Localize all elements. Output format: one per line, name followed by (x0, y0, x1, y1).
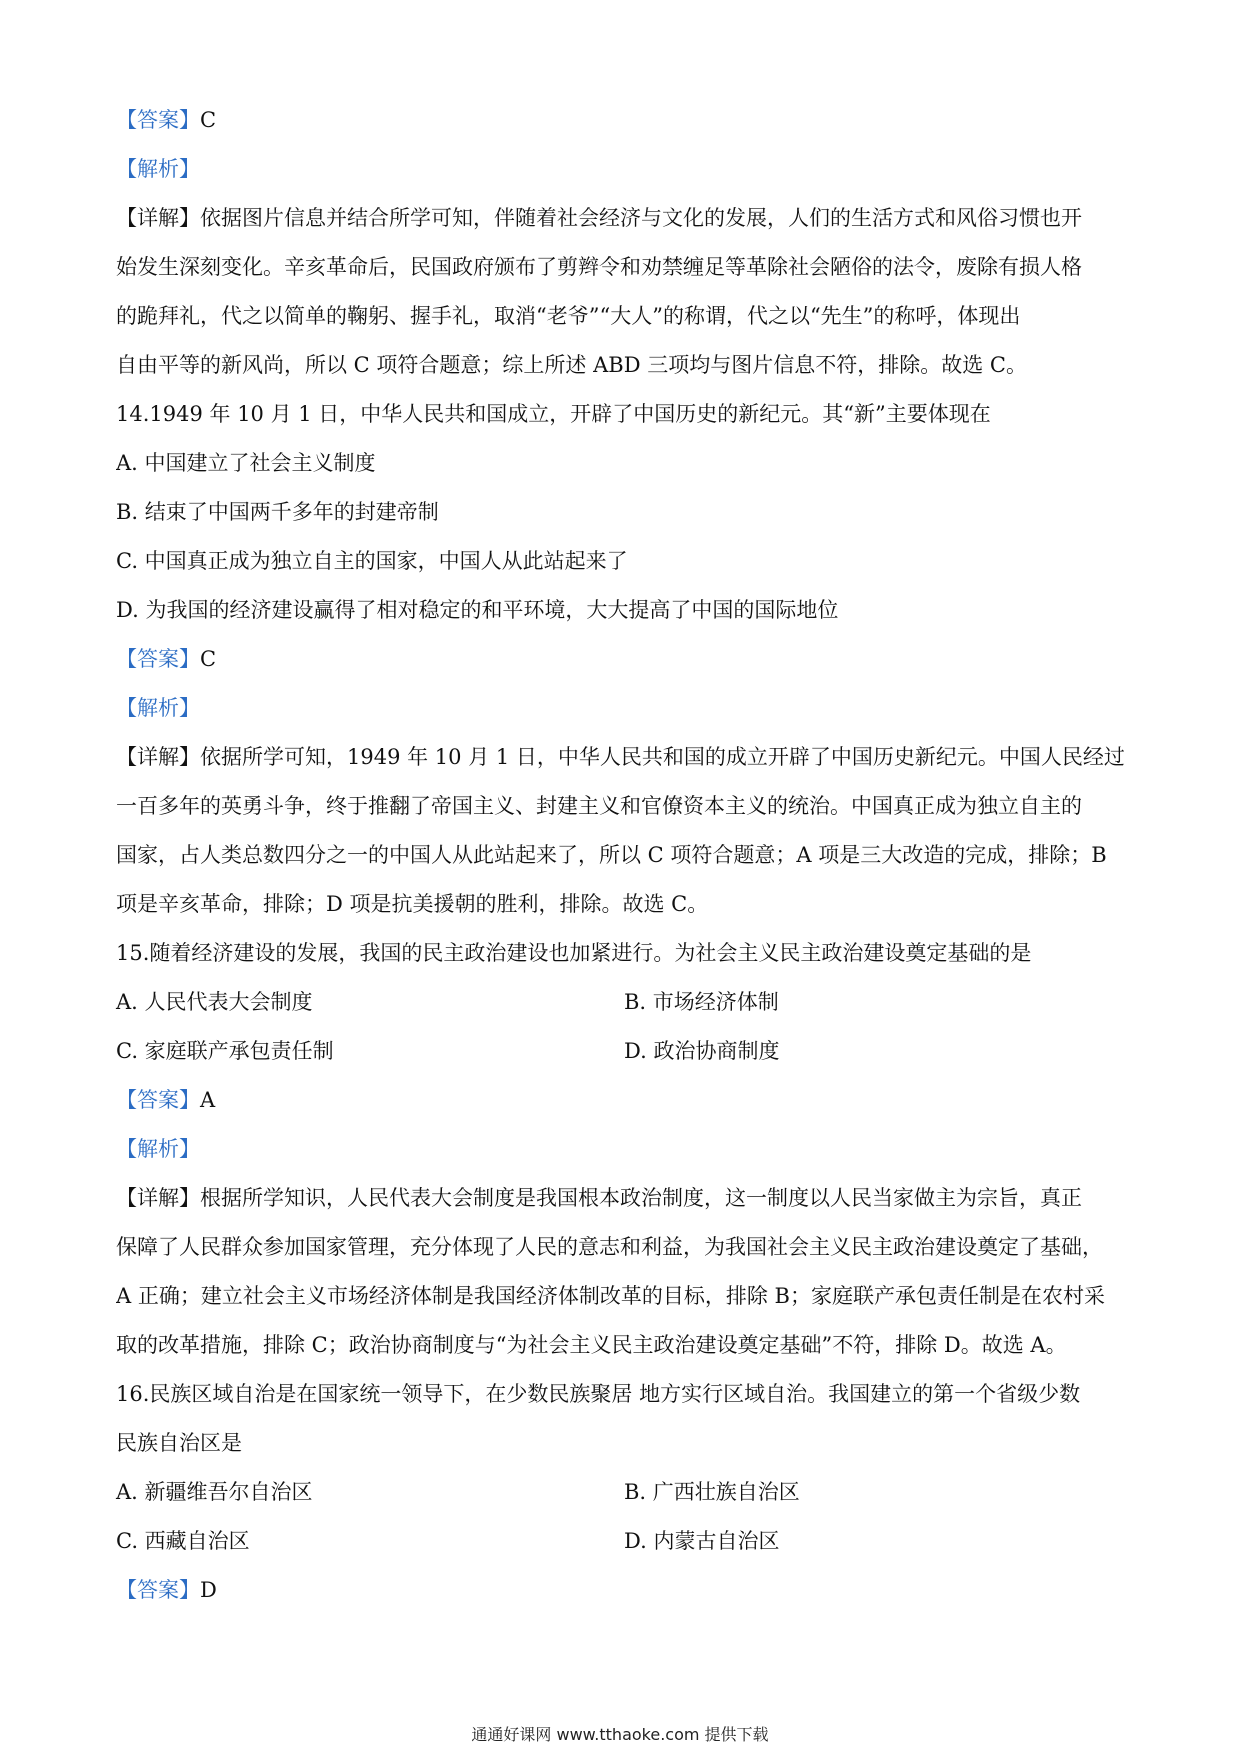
analysis-tag: 【解析】 (116, 696, 200, 720)
option-b: B. 市场经济体制 (624, 990, 779, 1014)
option-c: C. 家庭联产承包责任制 (116, 1039, 334, 1063)
detail-tag: 【详解】 (116, 206, 200, 230)
answer-value: A (200, 1088, 216, 1112)
option-a: A. 新疆维吾尔自治区 (116, 1480, 313, 1504)
detail-tag: 【详解】 (116, 745, 200, 769)
answer-tag: 【答案】 (116, 647, 200, 671)
options-row (116, 1468, 1132, 1517)
analysis-line (116, 145, 1132, 194)
detail-line: 国家，占人类总数四分之一的中国人从此站起来了，所以 C 项符合题意；A 项是三大改造的完成，排除；B (116, 843, 1107, 867)
page-footer: 通通好课网 www.tthaoke.com 提供下载 (471, 1725, 769, 1744)
analysis-tag: 【解析】 (116, 1137, 200, 1161)
option-b: B. 结束了中国两千多年的封建帝制 (116, 500, 439, 524)
option-a: A. 中国建立了社会主义制度 (116, 451, 376, 475)
detail-line (116, 1174, 1132, 1223)
analysis-tag: 【解析】 (116, 157, 200, 181)
options-row (116, 978, 1132, 1027)
detail-line: 自由平等的新风尚，所以 C 项符合题意；综上所述 ABD 三项均与图片信息不符，排除。故选 C。 (116, 353, 1027, 377)
detail-text: 依据图片信息并结合所学可知，伴随着社会经济与文化的发展，人们的生活方式和风俗习惯也开 (200, 206, 1082, 230)
option-d: D. 政治协商制度 (624, 1039, 780, 1063)
detail-text: 根据所学知识，人民代表大会制度是我国根本政治制度，这一制度以人民当家做主为宗旨，真正 (200, 1186, 1082, 1210)
answer-line (116, 96, 1132, 145)
answer-value: D (200, 1578, 217, 1602)
detail-text: 依据所学可知，1949 年 10 月 1 日，中华人民共和国的成立开辟了中国历史新纪元。中国人民经过 (200, 745, 1125, 769)
answer-line (116, 1076, 1132, 1125)
option-c: C. 中国真正成为独立自主的国家，中国人从此站起来了 (116, 549, 628, 573)
detail-line: 一百多年的英勇斗争，终于推翻了帝国主义、封建主义和官僚资本主义的统治。中国真正成为独立自主的 (116, 794, 1082, 818)
analysis-line (116, 684, 1132, 733)
question-16: 16.民族区域自治是在国家统一领导下，在少数民族聚居 地方实行区域自治。我国建立的第一个省级少数 (116, 1382, 1081, 1406)
detail-line: A 正确；建立社会主义市场经济体制是我国经济体制改革的目标，排除 B；家庭联产承包责任制是在农村采 (116, 1284, 1105, 1308)
answer-tag: 【答案】 (116, 1088, 200, 1112)
document-page (116, 96, 1132, 1615)
question-14: 14.1949 年 10 月 1 日，中华人民共和国成立，开辟了中国历史的新纪元。其“新”主要体现在 (116, 402, 991, 426)
detail-line (116, 733, 1132, 782)
options-row (116, 1517, 1132, 1566)
question-15: 15.随着经济建设的发展，我国的民主政治建设也加紧进行。为社会主义民主政治建设奠定基础的是 (116, 941, 1032, 965)
answer-tag: 【答案】 (116, 1578, 200, 1602)
analysis-line (116, 1125, 1132, 1174)
detail-tag: 【详解】 (116, 1186, 200, 1210)
option-d: D. 内蒙古自治区 (624, 1529, 780, 1553)
detail-line: 项是辛亥革命，排除；D 项是抗美援朝的胜利，排除。故选 C。 (116, 892, 709, 916)
answer-value: C (200, 647, 217, 671)
detail-line (116, 194, 1132, 243)
options-row (116, 1027, 1132, 1076)
option-c: C. 西藏自治区 (116, 1529, 250, 1553)
answer-line (116, 635, 1132, 684)
detail-line: 取的改革措施，排除 C；政治协商制度与“为社会主义民主政治建设奠定基础”不符，排除 D。故选 A。 (116, 1333, 1067, 1357)
detail-line: 保障了人民群众参加国家管理，充分体现了人民的意志和利益，为我国社会主义民主政治建设奠定了基础， (116, 1235, 1103, 1259)
answer-value: C (200, 108, 217, 132)
option-d: D. 为我国的经济建设赢得了相对稳定的和平环境，大大提高了中国的国际地位 (116, 598, 839, 622)
detail-line: 始发生深刻变化。辛亥革命后，民国政府颁布了剪辫令和劝禁缠足等革除社会陋俗的法令，废除有损人格 (116, 255, 1082, 279)
answer-tag: 【答案】 (116, 108, 200, 132)
option-b: B. 广西壮族自治区 (624, 1480, 800, 1504)
detail-line: 的跪拜礼，代之以简单的鞠躬、握手礼，取消“老爷”“大人”的称谓，代之以“先生”的称呼，体现出 (116, 304, 1021, 328)
option-a: A. 人民代表大会制度 (116, 990, 313, 1014)
question-16-cont: 民族自治区是 (116, 1431, 242, 1455)
answer-line (116, 1566, 1132, 1615)
